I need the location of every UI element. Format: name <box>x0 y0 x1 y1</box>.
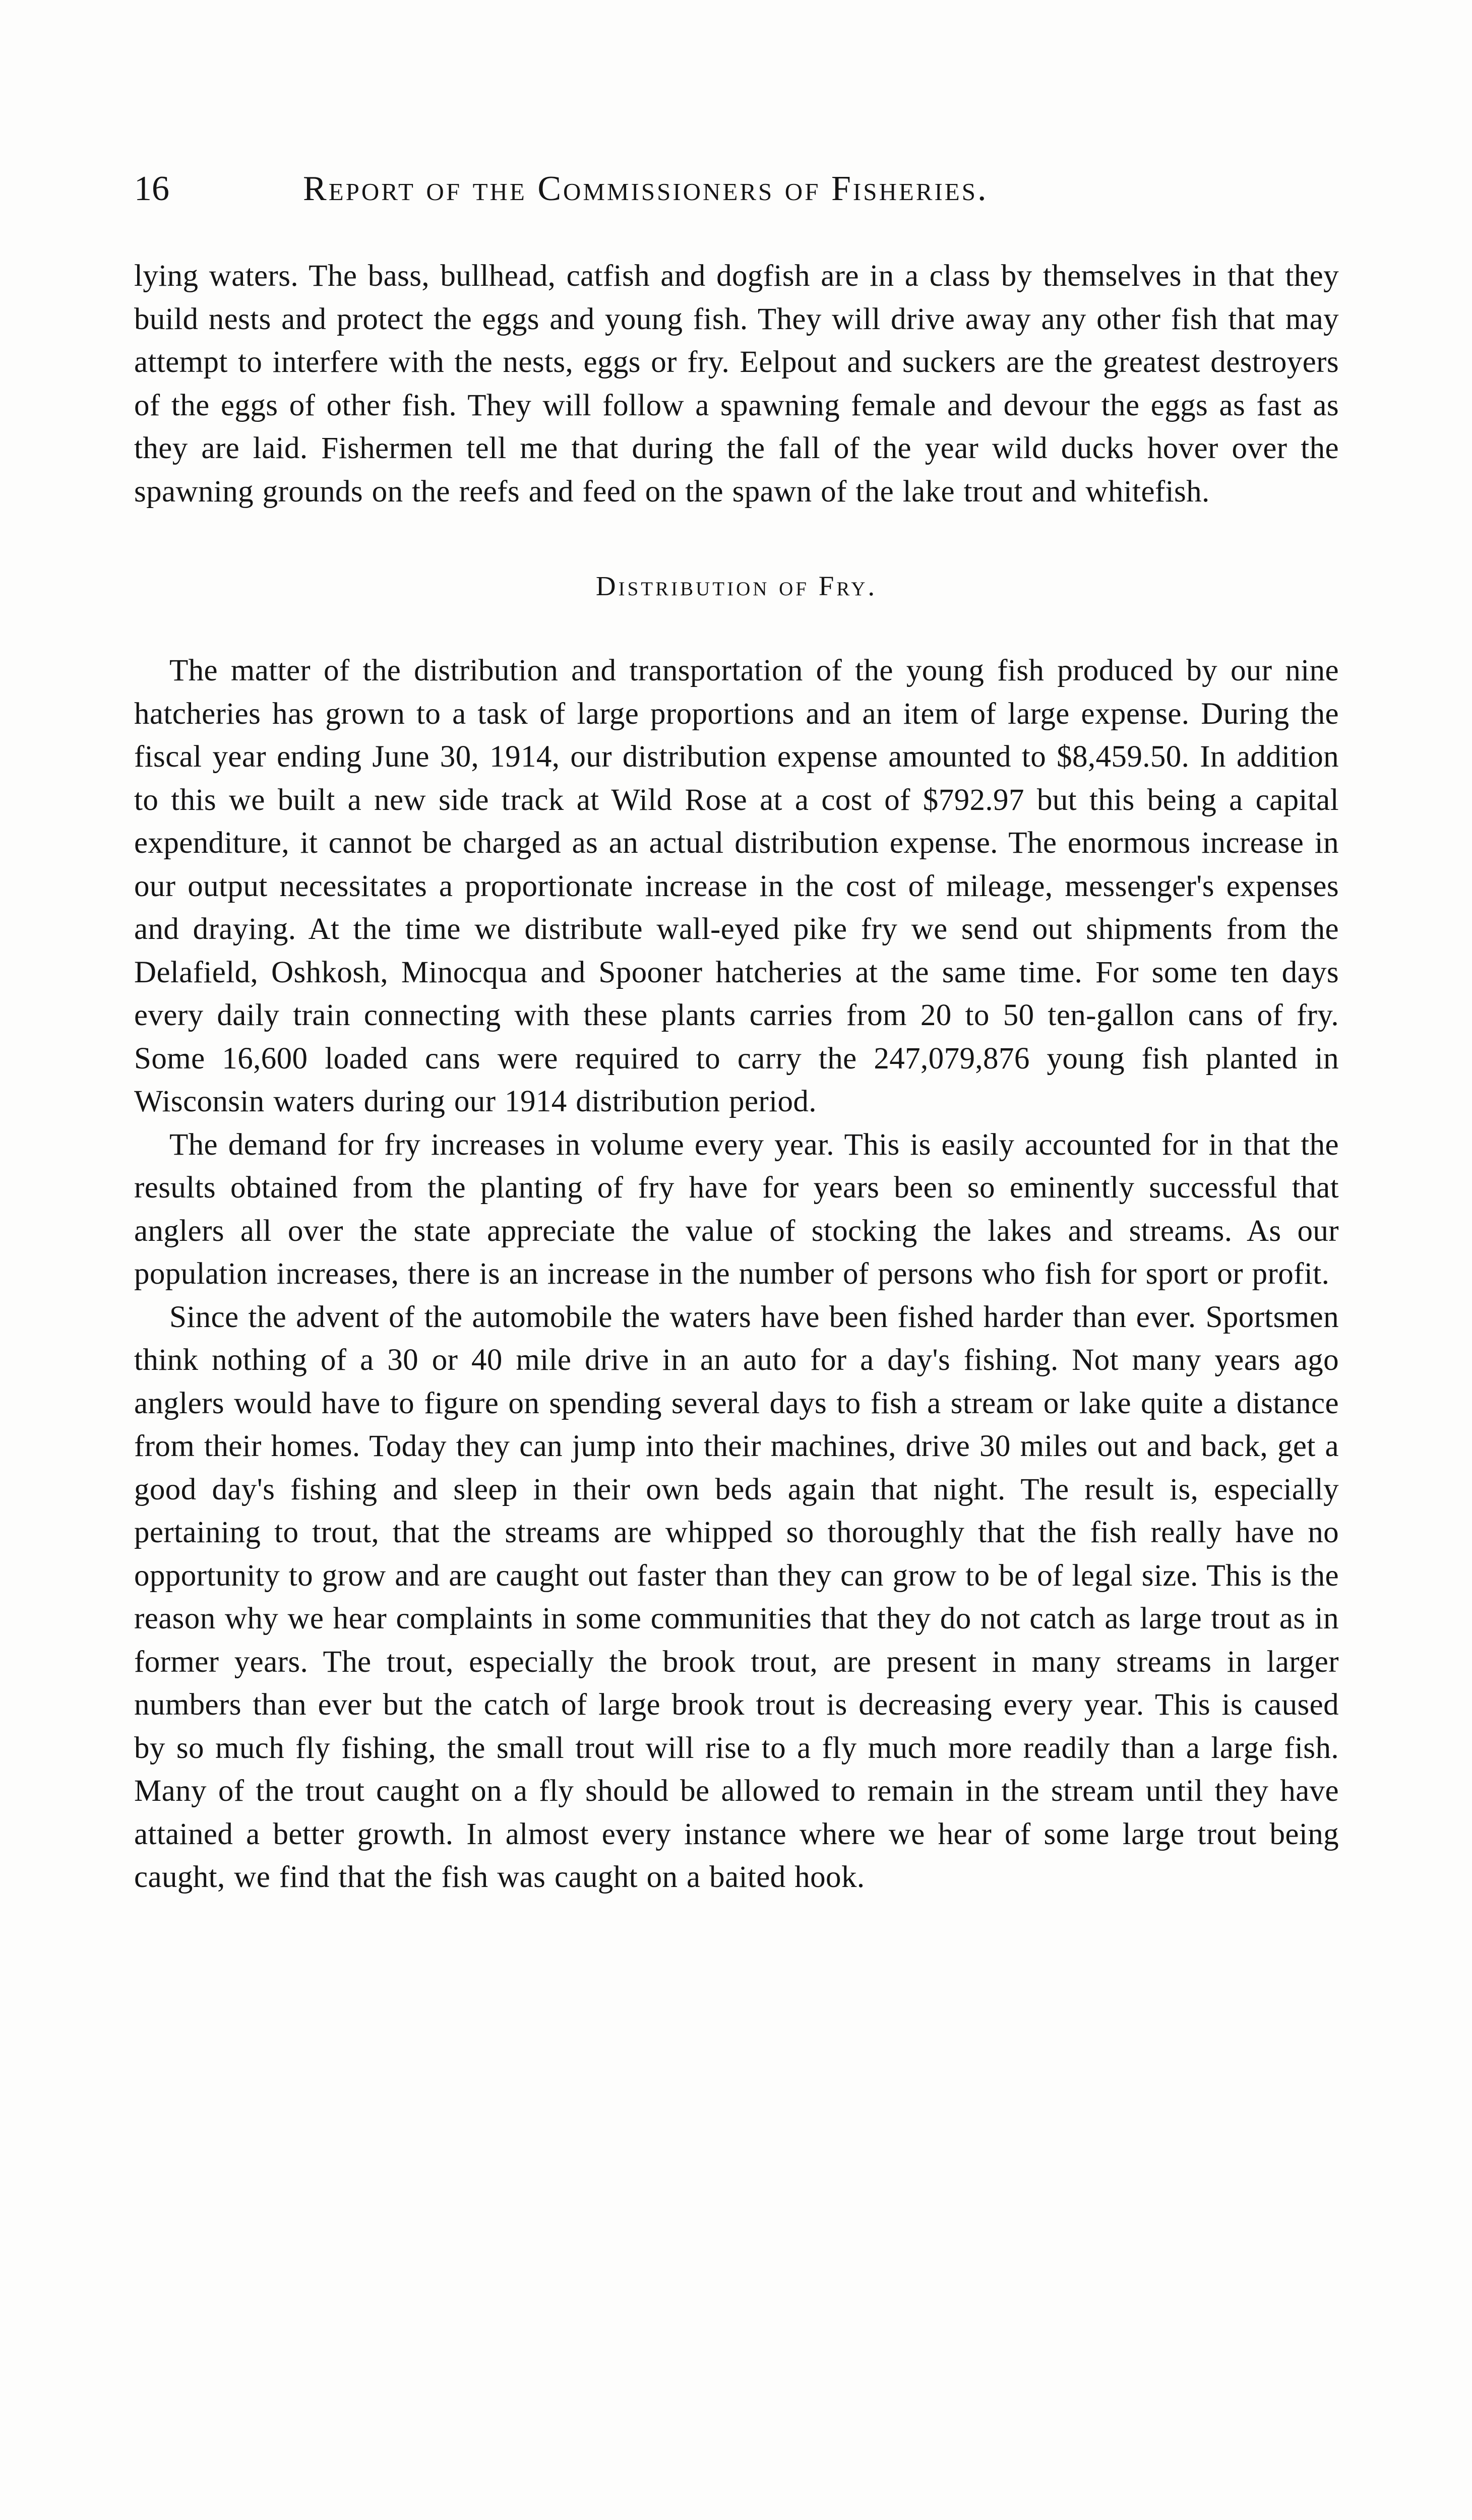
paragraph-3: The demand for fry increases in volume every year. This is easily accounted for in that the results obtained from the planting of fry have for years been so eminently successful that anglers all over the state appreciate the value of stocking the lakes and streams. As our population increases, there is an increase in the number of persons who fish for sport or profit. <box>134 1127 1339 1291</box>
page-body <box>134 255 1339 1899</box>
paragraph-4: Since the advent of the automobile the waters have been fished harder than ever. Sportsmen think nothing of a 30 or 40 mile drive in an auto for a day's fishing. Not many years ago anglers would have to figure on spending several days to fish a stream or lake quite a distance from their homes. Today they can jump into their machines, drive 30 miles out and back, get a good day's fishing and sleep in their own beds again that night. The result is, especially pertaining to trout, that the streams are whipped so thoroughly that the fish really have no opportunity to grow and are caught out faster than they can grow to be of legal size. This is the reason why we hear complaints in some communities that they do not catch as large trout as in former years. The trout, especially the brook trout, are present in many streams in larger numbers than ever but the catch of large brook trout is decreasing every year. This is caused by so much fly fishing, the small trout will rise to a fly much more readily than a large fish. Many of the trout caught on a fly should be allowed to remain in the stream until they have attained a better growth. In almost every instance where we hear of some large trout being caught, we find that the fish was caught on a baited hook. <box>134 1300 1339 1894</box>
paragraph-1: lying waters. The bass, bullhead, catfish and dogfish are in a class by themselves in that they build nests and protect the eggs and young fish. They will drive away any other fish that may attempt to interfere with the nests, eggs or fry. Eelpout and suckers are the greatest destroyers of the eggs of other fish. They will follow a spawning female and devour the eggs as fast as they are laid. Fishermen tell me that during the fall of the year wild ducks hover over the spawning grounds on the reefs and feed on the spawn of the lake trout and whitefish. <box>134 259 1339 509</box>
page-header <box>134 166 1339 222</box>
section-heading: Distribution of Fry. <box>595 571 878 601</box>
page-number: 16 <box>134 169 169 208</box>
running-head: Report of the Commissioners of Fisheries. <box>303 169 989 208</box>
paragraph-2: The matter of the distribution and transportation of the young fish produced by our nine hatcheries has grown to a task of large proportions and an item of large expense. During the fiscal year ending June 30, 1914, our distribution expense amounted to $8,459.50. In addition to this we built a new side track at Wild Rose at a cost of $792.97 but this being a capital expenditure, it cannot be charged as an actual distribution expense. The enormous increase in our output necessitates a proportionate increase in the cost of mileage, messenger's expenses and draying. At the time we distribute wall-eyed pike fry we send out shipments from the Delafield, Oshkosh, Minocqua and Spooner hatcheries at the same time. For some ten days every daily train connecting with these plants carries from 20 to 50 ten-gallon cans of fry. Some 16,600 loaded cans were required to carry the 247,079,876 young fish planted in Wisconsin waters during our 1914 distribution period. <box>134 654 1339 1118</box>
